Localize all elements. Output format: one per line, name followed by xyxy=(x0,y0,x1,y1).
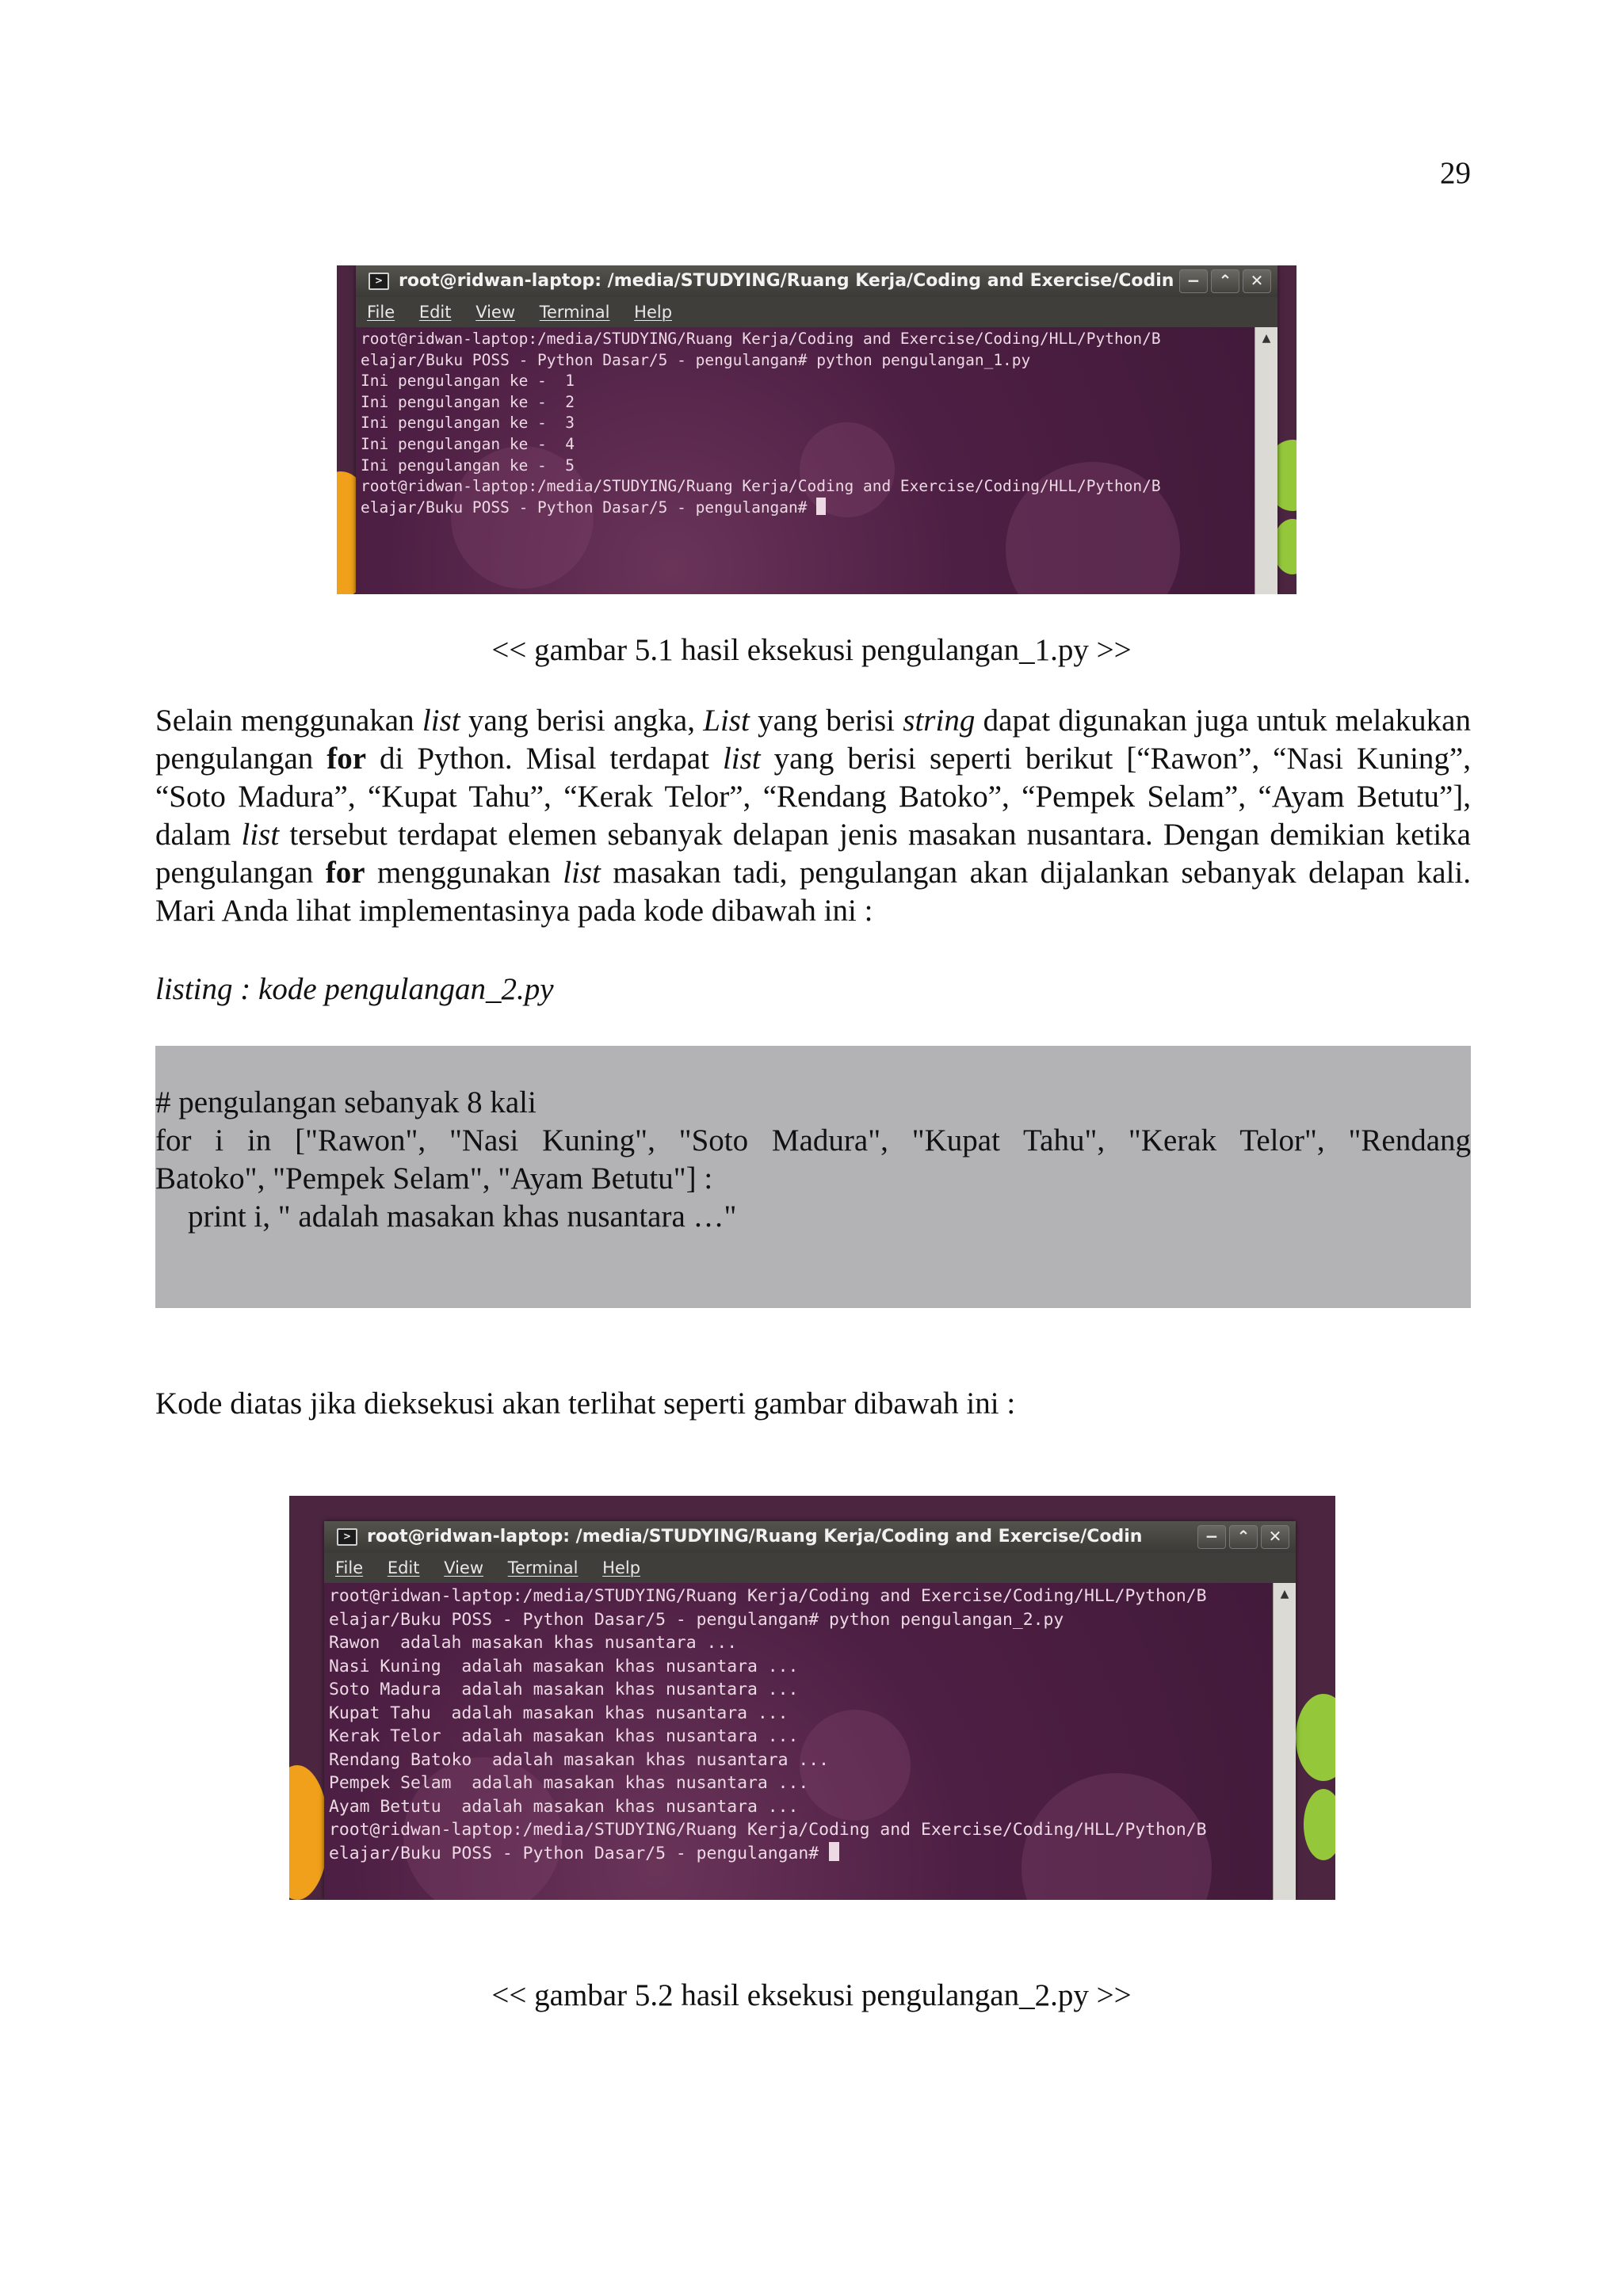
terminal-line: Ayam Betutu adalah masakan khas nusantara ... xyxy=(329,1796,799,1817)
menu-view[interactable]: View xyxy=(444,1558,484,1577)
minimize-icon[interactable]: − xyxy=(1179,269,1208,293)
terminal-output[interactable] xyxy=(356,327,1255,594)
terminal-cursor xyxy=(816,498,826,515)
desktop-orange-blob xyxy=(289,1765,329,1900)
maximize-icon[interactable]: ⌃ xyxy=(1229,1525,1258,1549)
terminal-scrollbar[interactable] xyxy=(1273,1583,1296,1900)
minimize-icon[interactable]: − xyxy=(1197,1525,1226,1549)
menu-help[interactable]: Help xyxy=(602,1558,641,1577)
listing-label: listing : kode pengulangan_2.py xyxy=(155,972,554,1006)
terminal-scrollbar[interactable] xyxy=(1254,327,1277,594)
window-titlebar[interactable] xyxy=(324,1521,1296,1553)
terminal-line: elajar/Buku POSS - Python Dasar/5 - pengulangan# python pengulangan_2.py xyxy=(329,1609,1064,1630)
menu-view[interactable]: View xyxy=(475,303,516,322)
maximize-icon[interactable]: ⌃ xyxy=(1211,269,1239,293)
terminal-screenshot-1 xyxy=(337,265,1296,594)
menu-terminal[interactable]: Terminal xyxy=(507,1558,579,1577)
terminal-line: Ini pengulangan ke - 1 xyxy=(361,372,575,391)
terminal-line: Nasi Kuning adalah masakan khas nusantara ... xyxy=(329,1656,799,1676)
scroll-up-arrow-icon[interactable]: ▲ xyxy=(1280,1588,1289,1600)
terminal-line: root@ridwan-laptop:/media/STUDYING/Ruang Kerja/Coding and Exercise/Coding/HLL/Python/B xyxy=(329,1820,1207,1840)
terminal-window xyxy=(324,1521,1296,1900)
terminal-line: Kupat Tahu adalah masakan khas nusantara ... xyxy=(329,1703,789,1723)
terminal-screenshot-2 xyxy=(289,1496,1335,1900)
desktop-green-blob xyxy=(1304,1789,1335,1860)
terminal-line: Ini pengulangan ke - 5 xyxy=(361,456,575,475)
close-icon[interactable]: ✕ xyxy=(1243,269,1271,293)
terminal-line: Rendang Batoko adalah masakan khas nusantara ... xyxy=(329,1749,830,1770)
terminal-line: Kerak Telor adalah masakan khas nusantara ... xyxy=(329,1726,799,1746)
window-title: root@ridwan-laptop: /media/STUDYING/Ruang Kerja/Coding and Exercise/Codin xyxy=(367,1527,1143,1547)
terminal-line: Ini pengulangan ke - 4 xyxy=(361,434,575,453)
body-paragraph: Selain menggunakan list yang berisi angka, List yang berisi string dapat digunakan juga untuk melakukan pengulangan for di Python. Misal terdapat list yang berisi seperti berikut [“Rawon”, “Nasi Kuning”, “Soto Madura”, “Kupat Tahu”, “Kerak Telor”, “Rendang Batoko”, “Pempek Selam”, “Ayam Betutu”], dalam list tersebut terdapat elemen sebanyak delapan jenis masakan nusantara. Dengan demikian ketika pengulangan for menggunakan list masakan tadi, pengulangan akan dijalankan sebanyak delapan kali. Mari Anda lihat implementasinya pada kode dibawah ini : xyxy=(155,704,1472,928)
menu-edit[interactable]: Edit xyxy=(387,1558,420,1577)
window-title: root@ridwan-laptop: /media/STUDYING/Ruang Kerja/Coding and Exercise/Codin xyxy=(399,271,1174,291)
terminal-line: Soto Madura adalah masakan khas nusantara ... xyxy=(329,1680,799,1699)
terminal-icon: > xyxy=(337,1528,357,1546)
terminal-output[interactable] xyxy=(324,1583,1274,1900)
code-line: for i in ["Rawon", "Nasi Kuning", "Soto Madura", "Kupat Tahu", "Kerak Telor", "Rendang xyxy=(155,1123,1471,1158)
terminal-prompt: elajar/Buku POSS - Python Dasar/5 - pengulangan# xyxy=(329,1843,830,1863)
figure-1-caption: << gambar 5.1 hasil eksekusi pengulangan_1.py >> xyxy=(491,633,1132,667)
menu-file[interactable]: File xyxy=(335,1558,364,1577)
terminal-line: Pempek Selam adalah masakan khas nusantara ... xyxy=(329,1773,809,1793)
page-number: 29 xyxy=(1440,156,1471,190)
code-line: Batoko", "Pempek Selam", "Ayam Betutu"] : xyxy=(155,1161,713,1196)
terminal-line: Ini pengulangan ke - 2 xyxy=(361,392,575,411)
desktop-green-blob xyxy=(1296,1694,1335,1781)
menu-terminal[interactable]: Terminal xyxy=(539,303,610,322)
menu-help[interactable]: Help xyxy=(634,303,673,322)
scroll-up-arrow-icon[interactable]: ▲ xyxy=(1262,332,1271,345)
code-line: print i, " adalah masakan khas nusantara …" xyxy=(188,1199,737,1234)
menu-file[interactable]: File xyxy=(367,303,395,322)
terminal-prompt: elajar/Buku POSS - Python Dasar/5 - pengulangan# xyxy=(361,498,817,517)
terminal-window xyxy=(356,265,1277,594)
terminal-line: elajar/Buku POSS - Python Dasar/5 - pengulangan# python pengulangan_1.py xyxy=(361,350,1031,369)
figure-2-caption: << gambar 5.2 hasil eksekusi pengulangan_2.py >> xyxy=(491,1978,1132,2012)
terminal-menubar xyxy=(324,1553,1296,1583)
terminal-line: root@ridwan-laptop:/media/STUDYING/Ruang Kerja/Coding and Exercise/Coding/HLL/Python/B xyxy=(329,1586,1207,1606)
code-listing xyxy=(155,1046,1471,1308)
code-line: # pengulangan sebanyak 8 kali xyxy=(155,1085,537,1119)
terminal-menubar xyxy=(356,297,1277,327)
window-controls xyxy=(1197,1525,1289,1549)
terminal-icon: > xyxy=(369,273,389,290)
body-text: Kode diatas jika dieksekusi akan terlihat seperti gambar dibawah ini : xyxy=(155,1386,1016,1421)
window-controls xyxy=(1179,269,1271,293)
terminal-line: root@ridwan-laptop:/media/STUDYING/Ruang Kerja/Coding and Exercise/Coding/HLL/Python/B xyxy=(361,477,1161,496)
window-titlebar[interactable] xyxy=(356,265,1277,297)
terminal-line: Ini pengulangan ke - 3 xyxy=(361,414,575,433)
terminal-cursor xyxy=(829,1842,839,1861)
close-icon[interactable]: ✕ xyxy=(1261,1525,1289,1549)
terminal-line: Rawon adalah masakan khas nusantara ... xyxy=(329,1633,738,1653)
menu-edit[interactable]: Edit xyxy=(418,303,452,322)
terminal-line: root@ridwan-laptop:/media/STUDYING/Ruang Kerja/Coding and Exercise/Coding/HLL/Python/B xyxy=(361,330,1161,348)
